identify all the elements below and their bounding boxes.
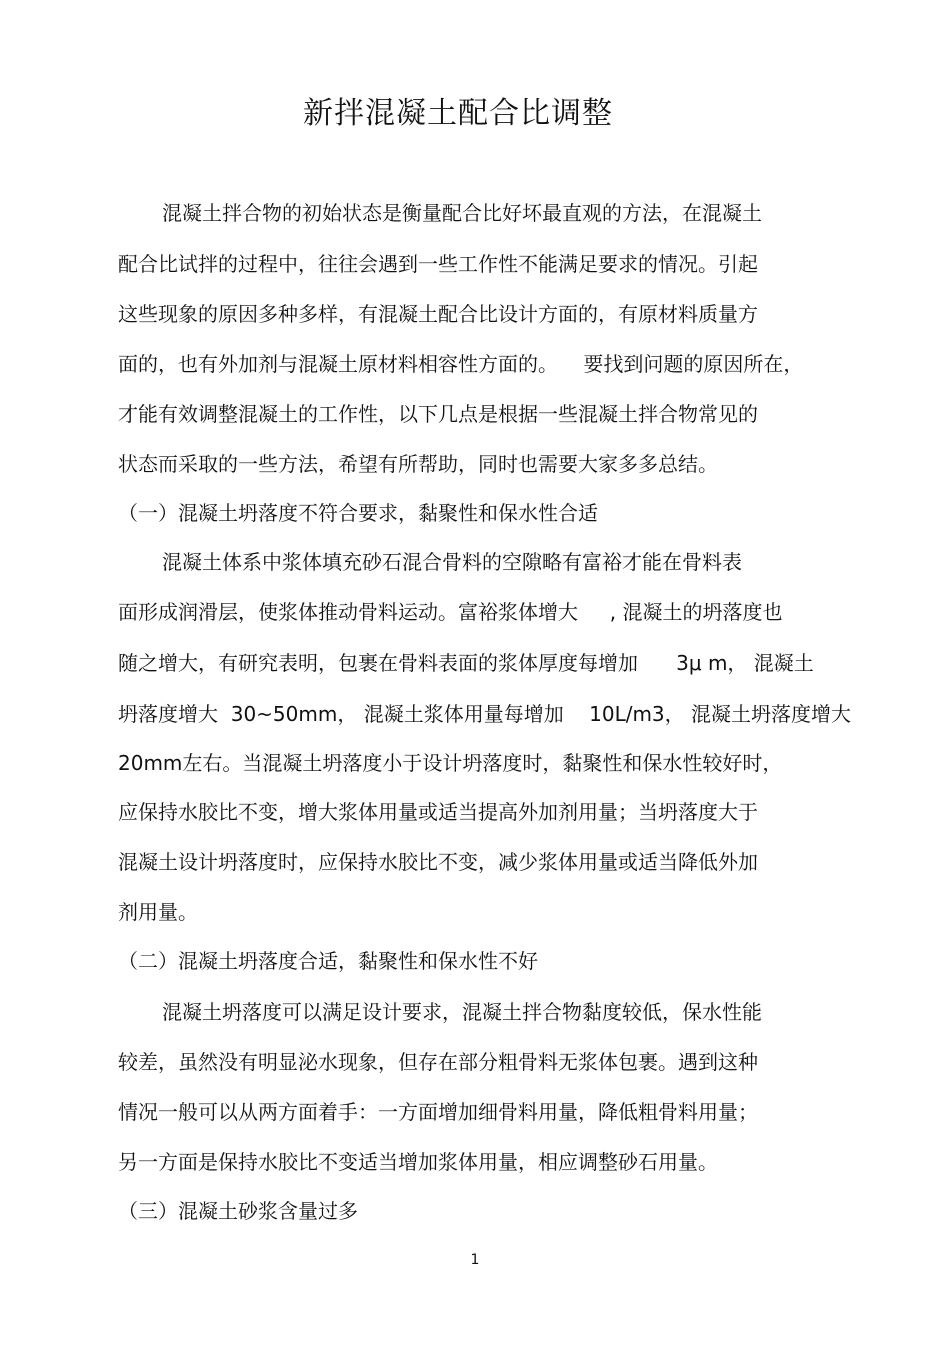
section-heading: （一）混凝土坍落度不符合要求，黏聚性和保水性合适 — [118, 501, 598, 525]
paragraph-line: 随之增大，有研究表明，包裹在骨料表面的浆体厚度每增加 3μ m， 混凝土 — [118, 651, 814, 675]
page-number: 1 — [470, 1252, 480, 1268]
paragraph-line: 才能有效调整混凝土的工作性，以下几点是根据一些混凝土拌合物常见的 — [118, 402, 758, 426]
paragraph-line: 混凝土体系中浆体填充砂石混合骨料的空隙略有富裕才能在骨料表 — [162, 550, 742, 574]
document-title: 新拌混凝土配合比调整 — [303, 96, 613, 131]
paragraph-line: 情况一般可以从两方面着手：一方面增加细骨料用量，降低粗骨料用量； — [118, 1100, 758, 1124]
paragraph-line: 配合比试拌的过程中，往往会遇到一些工作性不能满足要求的情况。引起 — [118, 252, 758, 276]
paragraph-line: 状态而采取的一些方法，希望有所帮助，同时也需要大家多多总结。 — [118, 452, 718, 476]
paragraph-line: 坍落度增大 30~50mm， 混凝土浆体用量每增加 10L/m3， 混凝土坍落度增大 — [118, 702, 852, 726]
paragraph-line: 另一方面是保持水胶比不变适当增加浆体用量，相应调整砂石用量。 — [118, 1150, 718, 1174]
paragraph-line: 较差，虽然没有明显泌水现象，但存在部分粗骨料无浆体包裹。遇到这种 — [118, 1050, 758, 1074]
section-heading: （三）混凝土砂浆含量过多 — [118, 1199, 358, 1223]
paragraph-line: 混凝土坍落度可以满足设计要求，混凝土拌合物黏度较低，保水性能 — [162, 1000, 762, 1024]
paragraph-line: 面形成润滑层，使浆体推动骨料运动。富裕浆体增大 , 混凝土的坍落度也 — [118, 600, 783, 624]
paragraph-line: 这些现象的原因多种多样，有混凝土配合比设计方面的，有原材料质量方 — [118, 302, 758, 326]
paragraph-line: 混凝土拌合物的初始状态是衡量配合比好坏最直观的方法，在混凝土 — [162, 201, 762, 225]
paragraph-line: 混凝土设计坍落度时，应保持水胶比不变，减少浆体用量或适当降低外加 — [118, 850, 758, 874]
paragraph-line: 剂用量。 — [118, 900, 198, 924]
section-heading: （二）混凝土坍落度合适，黏聚性和保水性不好 — [118, 949, 538, 973]
paragraph-line: 面的，也有外加剂与混凝土原材料相容性方面的。 要找到问题的原因所在， — [118, 352, 804, 376]
paragraph-line: 应保持水胶比不变，增大浆体用量或适当提高外加剂用量；当坍落度大于 — [118, 800, 758, 824]
paragraph-line: 20mm左右。当混凝土坍落度小于设计坍落度时，黏聚性和保水性较好时， — [118, 751, 783, 775]
